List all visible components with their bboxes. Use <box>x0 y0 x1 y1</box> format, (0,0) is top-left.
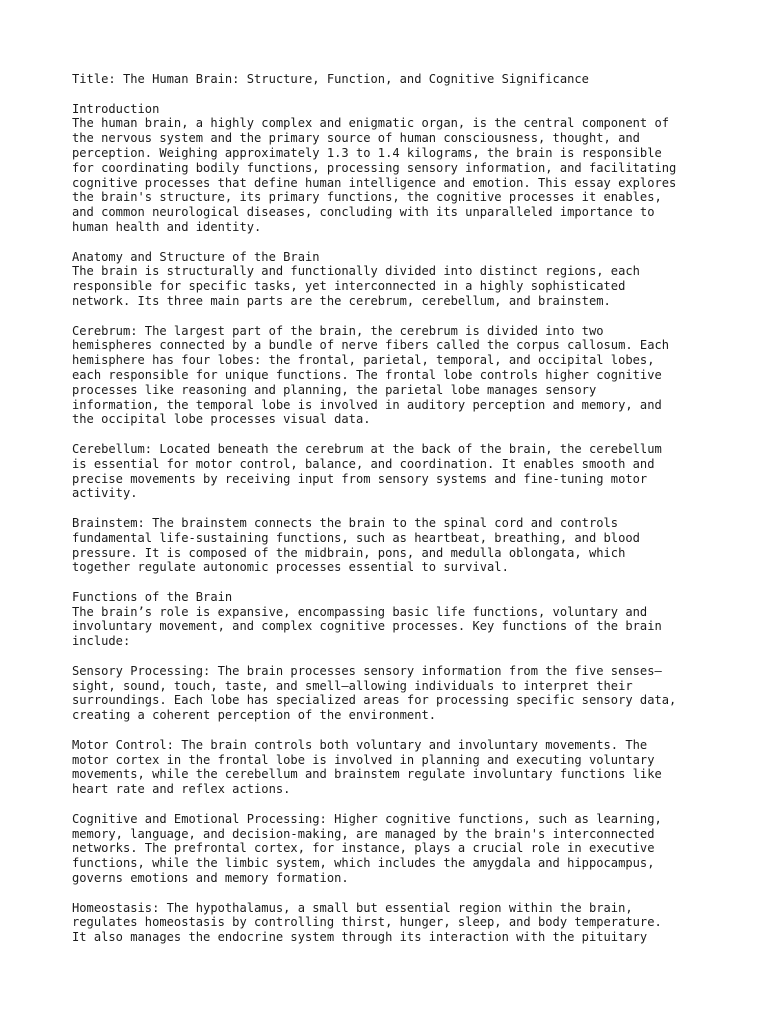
paragraph-first-line: Brainstem: The brainstem connects the brain to the spinal cord and controls <box>72 515 619 530</box>
paragraph-line: movements, while the cerebellum and brainstem regulate involuntary functions like <box>72 767 662 782</box>
paragraph-first-line: Cerebrum: The largest part of the brain, the cerebrum is divided into two <box>72 323 604 338</box>
paragraph <box>72 442 712 501</box>
paragraph-line: The human brain, a highly complex and enigmatic organ, is the central component of <box>72 116 670 131</box>
paragraph-line: responsible for specific tasks, yet interconnected in a highly sophisticated <box>72 279 626 294</box>
paragraph <box>72 324 712 428</box>
document-body <box>72 102 712 945</box>
paragraph-line: motor cortex in the frontal lobe is involved in planning and executing voluntary <box>72 752 655 767</box>
paragraph-line: functions, while the limbic system, which includes the amygdala and hippocampus, <box>72 856 655 871</box>
document-page <box>72 72 712 960</box>
paragraph <box>72 102 712 235</box>
paragraph <box>72 738 712 797</box>
paragraph-line: networks. The prefrontal cortex, for instance, plays a crucial role in executive <box>72 841 655 856</box>
paragraph-line: It also manages the endocrine system through its interaction with the pituitary <box>72 930 648 945</box>
paragraph-first-line: Anatomy and Structure of the Brain <box>72 249 320 264</box>
paragraph-line: The brain is structurally and functionally divided into distinct regions, each <box>72 264 640 279</box>
paragraph-line: perception. Weighing approximately 1.3 to 1.4 kilograms, the brain is responsible <box>72 145 662 160</box>
paragraph-line: heart rate and reflex actions. <box>72 782 291 797</box>
paragraph-line: cognitive processes that define human intelligence and emotion. This essay explores <box>72 175 677 190</box>
paragraph-line: governs emotions and memory formation. <box>72 871 349 886</box>
paragraph-line: processes like reasoning and planning, the parietal lobe manages sensory <box>72 382 597 397</box>
paragraph <box>72 516 712 575</box>
paragraph-line: The brain’s role is expansive, encompassing basic life functions, voluntary and <box>72 604 648 619</box>
paragraph-first-line: Motor Control: The brain controls both voluntary and involuntary movements. The <box>72 737 648 752</box>
paragraph-line: information, the temporal lobe is involved in auditory perception and memory, and <box>72 397 662 412</box>
document-title: Title: The Human Brain: Structure, Function, and Cognitive Significance <box>72 72 589 86</box>
paragraph-line: creating a coherent perception of the environment. <box>72 708 437 723</box>
paragraph-first-line: Functions of the Brain <box>72 589 233 604</box>
paragraph-line: activity. <box>72 486 138 501</box>
paragraph-first-line: Cognitive and Emotional Processing: Higher cognitive functions, such as learning, <box>72 811 662 826</box>
paragraph-line: the occipital lobe processes visual data. <box>72 412 371 427</box>
paragraph-line: and common neurological diseases, concluding with its unparalleled importance to <box>72 205 655 220</box>
paragraph-line: regulates homeostasis by controlling thirst, hunger, sleep, and body temperature. <box>72 915 662 930</box>
paragraph-line: sight, sound, touch, taste, and smell—allowing individuals to interpret their <box>72 678 633 693</box>
paragraph <box>72 664 712 723</box>
paragraph-first-line: Introduction <box>72 101 160 116</box>
paragraph-line: together regulate autonomic processes essential to survival. <box>72 560 509 575</box>
paragraph-first-line: Sensory Processing: The brain processes sensory information from the five senses— <box>72 663 662 678</box>
paragraph-line: involuntary movement, and complex cognitive processes. Key functions of the brain <box>72 619 662 634</box>
paragraph-line: is essential for motor control, balance, and coordination. It enables smooth and <box>72 456 655 471</box>
paragraph-line: precise movements by receiving input from sensory systems and fine-tuning motor <box>72 471 648 486</box>
paragraph <box>72 901 712 945</box>
paragraph-line: the nervous system and the primary source of human consciousness, thought, and <box>72 131 640 146</box>
paragraph-line: hemispheres connected by a bundle of nerve fibers called the corpus callosum. Each <box>72 338 670 353</box>
paragraph-line: human health and identity. <box>72 219 262 234</box>
paragraph-line: memory, language, and decision-making, are managed by the brain's interconnected <box>72 826 655 841</box>
paragraph-line: include: <box>72 634 131 649</box>
paragraph <box>72 590 712 649</box>
paragraph-line: surroundings. Each lobe has specialized areas for processing specific sensory data, <box>72 693 677 708</box>
paragraph-line: hemisphere has four lobes: the frontal, parietal, temporal, and occipital lobes, <box>72 353 655 368</box>
paragraph-line: each responsible for unique functions. The frontal lobe controls higher cognitive <box>72 367 662 382</box>
paragraph <box>72 250 712 309</box>
paragraph-line: fundamental life-sustaining functions, such as heartbeat, breathing, and blood <box>72 530 640 545</box>
paragraph-line: for coordinating bodily functions, processing sensory information, and facilitating <box>72 160 677 175</box>
paragraph-line: network. Its three main parts are the cerebrum, cerebellum, and brainstem. <box>72 293 611 308</box>
paragraph-first-line: Cerebellum: Located beneath the cerebrum at the back of the brain, the cerebellum <box>72 441 662 456</box>
paragraph-line: the brain's structure, its primary functions, the cognitive processes it enables, <box>72 190 662 205</box>
paragraph <box>72 812 712 886</box>
paragraph-first-line: Homeostasis: The hypothalamus, a small but essential region within the brain, <box>72 900 633 915</box>
paragraph-line: pressure. It is composed of the midbrain, pons, and medulla oblongata, which <box>72 545 626 560</box>
